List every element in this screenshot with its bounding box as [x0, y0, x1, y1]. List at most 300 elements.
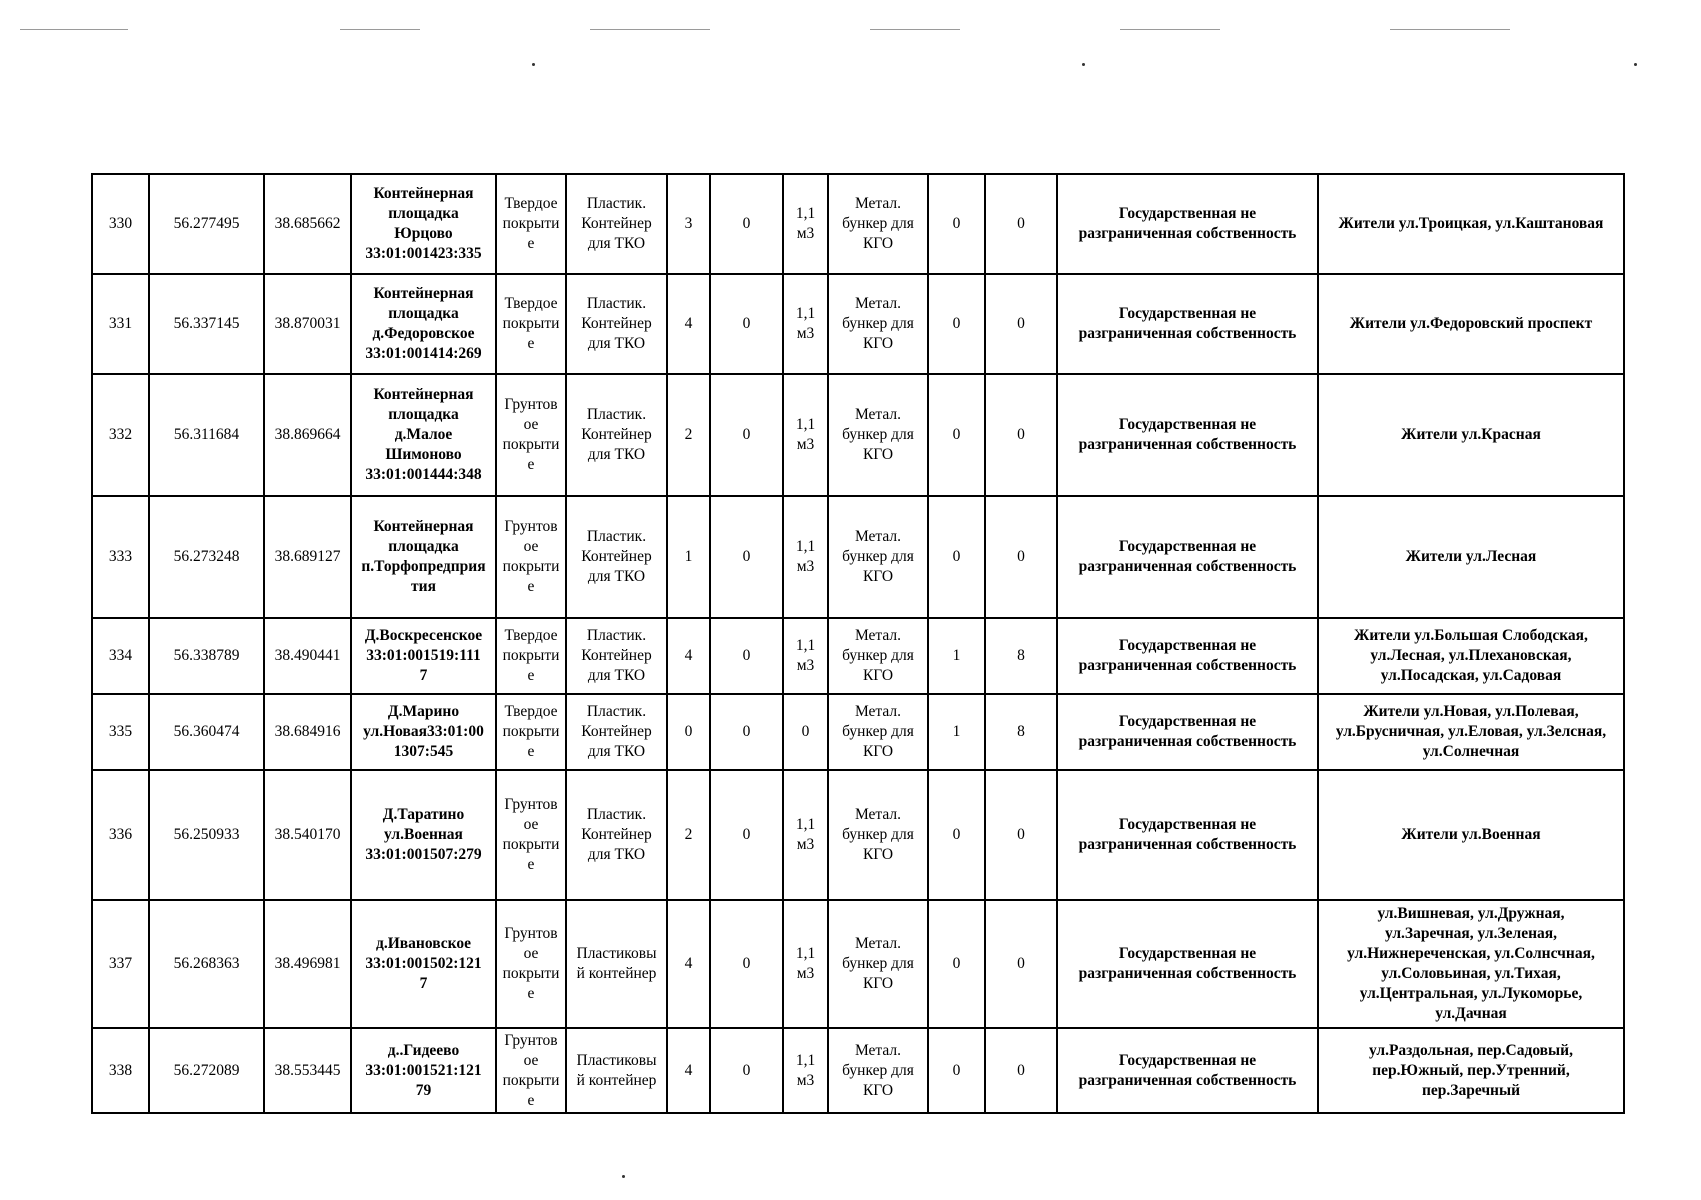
site-name-line: 79 [415, 1081, 432, 1099]
latitude-cell: 56.360474 [149, 694, 264, 770]
container-volume-cell [783, 374, 828, 496]
container-type-line: Пластиковы [576, 1051, 657, 1069]
container-count-cell: 0 [667, 694, 710, 770]
residents-line: пер.Южный, пер.Утренний, [1372, 1061, 1570, 1079]
site-name-line: ул.Военная [384, 826, 463, 843]
longitude-cell: 38.689127 [264, 496, 351, 618]
surface-type-line: Грунтов [504, 1031, 558, 1049]
planned-count-cell: 0 [710, 770, 783, 900]
bunker-type-line: КГО [862, 446, 894, 463]
container-volume-cell [783, 496, 828, 618]
site-name-cell [351, 274, 496, 374]
container-type-line: Контейнер [581, 723, 652, 740]
ownership-line: разграниченная собственность [1078, 733, 1297, 750]
bunker-type-cell [828, 694, 928, 770]
container-volume-cell [783, 900, 828, 1028]
surface-type-line: е [527, 667, 535, 684]
scan-artifact-line [1120, 29, 1220, 30]
container-type-line: для ТКО [587, 667, 646, 684]
scan-artifact-line [590, 29, 710, 30]
site-name-line: 1307:545 [393, 743, 454, 760]
table-row [92, 174, 1624, 274]
bunker-type-line: Метал. [854, 935, 902, 952]
container-count-cell: 4 [667, 900, 710, 1028]
surface-type-line: покрыти [502, 436, 560, 453]
bunker-type-line: бункер для [842, 315, 914, 332]
site-name-cell [351, 900, 496, 1028]
container-type-cell [566, 274, 667, 374]
site-name-line: д..Гидеево [387, 1041, 460, 1059]
row-number-cell: 330 [92, 174, 149, 274]
bunker-type-line: КГО [862, 1081, 894, 1099]
site-name-cell [351, 1028, 496, 1113]
container-volume-cell [783, 694, 828, 770]
planned-count-cell: 0 [710, 174, 783, 274]
surface-type-line: е [527, 1091, 535, 1109]
scan-speck [1634, 63, 1637, 66]
ownership-cell [1057, 496, 1318, 618]
container-type-cell [566, 174, 667, 274]
site-name-line: 33:01:001521:121 [365, 1061, 482, 1079]
residents-line: Жители ул.Красная [1401, 426, 1541, 443]
site-name-line: д.Федоровское [372, 325, 475, 342]
surface-type-line: е [527, 985, 535, 1002]
site-name-line: Контейнерная [373, 185, 474, 202]
residents-line: ул.Раздольная, пер.Садовый, [1369, 1041, 1573, 1059]
bunker-type-line: КГО [862, 235, 894, 252]
surface-type-line: покрыти [502, 965, 560, 982]
bunker-count-cell: 0 [928, 900, 985, 1028]
container-type-line: й контейнер [576, 1071, 657, 1089]
site-name-line: Д.Воскресенское [364, 627, 483, 644]
scan-artifact-line [20, 29, 128, 30]
container-count-cell: 2 [667, 770, 710, 900]
bunker-type-line: КГО [862, 568, 894, 585]
bunker-type-line: бункер для [842, 826, 914, 843]
surface-type-line: покрыти [502, 647, 560, 664]
residents-line: Жители ул.Лесная [1405, 548, 1537, 565]
bunker-count-cell: 0 [928, 374, 985, 496]
surface-type-line: Грунтов [504, 796, 558, 813]
bunker-type-cell [828, 374, 928, 496]
row-number-cell: 334 [92, 618, 149, 694]
container-type-line: Пластик. [586, 703, 647, 720]
site-name-line: 33:01:001502:121 [365, 955, 482, 972]
bunker-type-line: КГО [862, 846, 894, 863]
site-name-line: 7 [419, 975, 428, 992]
residents-cell [1318, 274, 1624, 374]
site-name-cell [351, 374, 496, 496]
surface-type-cell [496, 274, 566, 374]
surface-type-line: ое [523, 945, 539, 962]
container-volume-line: 1,1 [795, 305, 816, 322]
container-volume-line: 1,1 [795, 1051, 816, 1069]
scan-speck [532, 63, 535, 66]
residents-cell [1318, 174, 1624, 274]
container-type-line: Пластик. [586, 627, 647, 644]
surface-type-line: е [527, 456, 535, 473]
container-volume-line: 1,1 [795, 538, 816, 555]
site-name-cell [351, 618, 496, 694]
longitude-cell: 38.553445 [264, 1028, 351, 1113]
ownership-line: разграниченная собственность [1078, 836, 1297, 853]
container-volume-cell [783, 618, 828, 694]
longitude-cell: 38.496981 [264, 900, 351, 1028]
table-row [92, 900, 1624, 1028]
bunker-type-line: КГО [862, 743, 894, 760]
bunker-type-line: Метал. [854, 806, 902, 823]
residents-line: Жители ул.Новая, ул.Полевая, [1363, 703, 1579, 720]
residents-line: ул.Заречная, ул.Зеленая, [1384, 925, 1558, 942]
longitude-cell: 38.490441 [264, 618, 351, 694]
table-row [92, 374, 1624, 496]
latitude-cell: 56.272089 [149, 1028, 264, 1113]
residents-cell [1318, 694, 1624, 770]
scan-speck [622, 1175, 625, 1178]
latitude-cell: 56.338789 [149, 618, 264, 694]
residents-cell [1318, 496, 1624, 618]
container-volume-line: м3 [796, 1071, 815, 1089]
surface-type-cell [496, 1028, 566, 1113]
residents-line: ул.Посадская, ул.Садовая [1380, 667, 1562, 684]
container-type-line: й контейнер [576, 965, 657, 982]
surface-type-line: Твердое [504, 295, 558, 312]
row-number-cell: 337 [92, 900, 149, 1028]
container-count-cell: 4 [667, 618, 710, 694]
bunker-type-line: КГО [862, 975, 894, 992]
residents-line: ул.Соловьиная, ул.Тихая, [1381, 965, 1561, 982]
site-name-line: 33:01:001519:111 [366, 647, 481, 664]
scan-speck [1082, 63, 1085, 66]
site-name-line: Д.Марино [387, 703, 460, 720]
ownership-cell [1057, 174, 1318, 274]
site-name-cell [351, 770, 496, 900]
bunker-volume-cell: 8 [985, 694, 1057, 770]
container-count-cell: 4 [667, 274, 710, 374]
table-row [92, 694, 1624, 770]
bunker-type-cell [828, 900, 928, 1028]
container-count-cell: 2 [667, 374, 710, 496]
bunker-type-line: бункер для [842, 723, 914, 740]
bunker-type-line: Метал. [854, 406, 902, 423]
table-row [92, 274, 1624, 374]
container-volume-line: м3 [796, 436, 815, 453]
surface-type-line: Грунтов [504, 396, 558, 413]
ownership-cell [1057, 618, 1318, 694]
container-volume-cell [783, 1028, 828, 1113]
site-name-line: 33:01:001423:335 [365, 245, 482, 262]
surface-type-line: покрыти [502, 723, 560, 740]
ownership-line: разграниченная собственность [1078, 657, 1297, 674]
bunker-volume-cell: 0 [985, 374, 1057, 496]
residents-cell [1318, 1028, 1624, 1113]
bunker-volume-cell: 0 [985, 900, 1057, 1028]
site-name-line: 7 [419, 667, 428, 684]
site-name-line: площадка [388, 205, 459, 222]
bunker-type-line: Метал. [854, 295, 902, 312]
bunker-type-cell [828, 1028, 928, 1113]
bunker-type-line: Метал. [854, 627, 902, 644]
residents-line: ул.Дачная [1435, 1005, 1507, 1022]
site-name-cell [351, 694, 496, 770]
site-name-line: Контейнерная [373, 285, 474, 302]
container-volume-line: м3 [796, 558, 815, 575]
site-name-line: 33:01:001444:348 [365, 466, 482, 483]
residents-line: Жители ул.Троицкая, ул.Каштановая [1338, 215, 1604, 232]
container-type-cell [566, 770, 667, 900]
bunker-count-cell: 1 [928, 694, 985, 770]
row-number-cell: 335 [92, 694, 149, 770]
site-name-line: 33:01:001414:269 [365, 345, 482, 362]
ownership-line: Государственная не [1118, 637, 1257, 654]
container-type-line: Контейнер [581, 826, 652, 843]
ownership-cell [1057, 900, 1318, 1028]
ownership-line: разграниченная собственность [1078, 436, 1297, 453]
ownership-line: Государственная не [1118, 713, 1257, 730]
scan-artifact-line [870, 29, 960, 30]
planned-count-cell: 0 [710, 900, 783, 1028]
surface-type-line: е [527, 856, 535, 873]
container-type-line: Пластик. [586, 295, 647, 312]
latitude-cell: 56.273248 [149, 496, 264, 618]
site-name-line: площадка [388, 305, 459, 322]
container-type-line: для ТКО [587, 568, 646, 585]
surface-type-line: Твердое [504, 703, 558, 720]
residents-line: Жители ул.Большая Слободская, [1354, 627, 1588, 644]
site-name-line: Д.Таратино [382, 806, 465, 823]
container-volume-line: м3 [796, 657, 815, 674]
waste-site-registry-table [91, 173, 1625, 1114]
scan-artifact-line [340, 29, 420, 30]
ownership-cell [1057, 274, 1318, 374]
ownership-line: разграниченная собственность [1078, 965, 1297, 982]
surface-type-line: покрыти [502, 1071, 560, 1089]
ownership-line: Государственная не [1118, 816, 1257, 833]
bunker-volume-cell: 0 [985, 274, 1057, 374]
residents-cell [1318, 374, 1624, 496]
container-volume-line: 1,1 [795, 816, 816, 833]
bunker-volume-cell: 0 [985, 174, 1057, 274]
container-type-line: для ТКО [587, 235, 646, 252]
planned-count-cell: 0 [710, 274, 783, 374]
bunker-type-line: бункер для [842, 426, 914, 443]
site-name-line: Контейнерная [373, 518, 474, 535]
bunker-type-line: бункер для [842, 647, 914, 664]
residents-cell [1318, 770, 1624, 900]
container-volume-line: 1,1 [795, 945, 816, 962]
ownership-line: Государственная не [1118, 305, 1257, 322]
container-type-line: для ТКО [587, 846, 646, 863]
bunker-type-cell [828, 274, 928, 374]
container-type-line: Пластиковы [576, 945, 657, 962]
container-type-cell [566, 694, 667, 770]
container-volume-line: 1,1 [795, 637, 816, 654]
row-number-cell: 336 [92, 770, 149, 900]
longitude-cell: 38.685662 [264, 174, 351, 274]
surface-type-line: е [527, 335, 535, 352]
container-type-line: Пластик. [586, 195, 647, 212]
surface-type-line: е [527, 578, 535, 595]
site-name-line: Юрцово [394, 225, 453, 242]
container-type-line: Контейнер [581, 647, 652, 664]
bunker-count-cell: 0 [928, 274, 985, 374]
bunker-type-cell [828, 618, 928, 694]
container-count-cell: 1 [667, 496, 710, 618]
bunker-type-line: КГО [862, 667, 894, 684]
container-volume-line: м3 [796, 325, 815, 342]
container-volume-line: 0 [801, 723, 810, 740]
longitude-cell: 38.870031 [264, 274, 351, 374]
container-count-cell: 3 [667, 174, 710, 274]
site-name-line: п.Торфопредприя [361, 558, 486, 575]
residents-line: ул.Лесная, ул.Плехановская, [1370, 647, 1572, 664]
surface-type-line: Твердое [504, 195, 558, 212]
table-row [92, 496, 1624, 618]
container-volume-line: 1,1 [795, 416, 816, 433]
site-name-line: тия [411, 578, 436, 595]
container-type-cell [566, 496, 667, 618]
residents-line: ул.Вишневая, ул.Дружная, [1377, 905, 1565, 922]
planned-count-cell: 0 [710, 618, 783, 694]
container-type-line: Пластик. [586, 406, 647, 423]
site-name-line: Контейнерная [373, 386, 474, 403]
residents-cell [1318, 900, 1624, 1028]
bunker-type-line: бункер для [842, 1061, 914, 1079]
bunker-type-cell [828, 174, 928, 274]
ownership-line: Государственная не [1118, 205, 1257, 222]
site-name-cell [351, 496, 496, 618]
container-volume-cell [783, 770, 828, 900]
bunker-type-line: КГО [862, 335, 894, 352]
ownership-cell [1057, 1028, 1318, 1113]
site-name-line: Шимоново [385, 446, 462, 463]
residents-line: ул.Центральная, ул.Лукоморье, [1359, 985, 1583, 1002]
row-number-cell: 338 [92, 1028, 149, 1113]
row-number-cell: 333 [92, 496, 149, 618]
site-name-line: площадка [388, 406, 459, 423]
container-count-cell: 4 [667, 1028, 710, 1113]
surface-type-cell [496, 174, 566, 274]
table-row [92, 770, 1624, 900]
ownership-line: Государственная не [1118, 538, 1257, 555]
site-name-line: ул.Новая33:01:00 [363, 723, 484, 740]
bunker-type-cell [828, 770, 928, 900]
residents-line: ул.Солнечная [1422, 743, 1520, 760]
bunker-type-line: Метал. [854, 1041, 902, 1059]
surface-type-line: ое [523, 1051, 539, 1069]
container-type-cell [566, 618, 667, 694]
ownership-line: разграниченная собственность [1078, 225, 1297, 242]
ownership-line: Государственная не [1118, 1051, 1257, 1069]
residents-line: пер.Заречный [1421, 1081, 1521, 1099]
container-type-line: Контейнер [581, 215, 652, 232]
table-row [92, 1028, 1624, 1113]
planned-count-cell: 0 [710, 694, 783, 770]
planned-count-cell: 0 [710, 374, 783, 496]
scan-artifact-line [1390, 29, 1510, 30]
container-type-line: Контейнер [581, 315, 652, 332]
site-name-line: д.Малое [394, 426, 453, 443]
surface-type-line: Твердое [504, 627, 558, 644]
latitude-cell: 56.250933 [149, 770, 264, 900]
surface-type-line: Грунтов [504, 518, 558, 535]
surface-type-cell [496, 694, 566, 770]
table-row [92, 618, 1624, 694]
bunker-type-line: бункер для [842, 955, 914, 972]
ownership-cell [1057, 770, 1318, 900]
bunker-type-line: Метал. [854, 195, 902, 212]
bunker-volume-cell: 8 [985, 618, 1057, 694]
ownership-line: разграниченная собственность [1078, 558, 1297, 575]
container-volume-line: м3 [796, 965, 815, 982]
container-volume-line: м3 [796, 836, 815, 853]
container-type-cell [566, 374, 667, 496]
surface-type-cell [496, 618, 566, 694]
bunker-type-line: бункер для [842, 548, 914, 565]
bunker-count-cell: 0 [928, 770, 985, 900]
ownership-cell [1057, 374, 1318, 496]
residents-line: ул.Брусничная, ул.Еловая, ул.Зелсная, [1335, 723, 1607, 740]
container-type-line: Контейнер [581, 548, 652, 565]
longitude-cell: 38.869664 [264, 374, 351, 496]
surface-type-line: покрыти [502, 315, 560, 332]
row-number-cell: 332 [92, 374, 149, 496]
container-type-line: для ТКО [587, 743, 646, 760]
surface-type-line: е [527, 743, 535, 760]
ownership-line: Государственная не [1118, 945, 1257, 962]
surface-type-line: ое [523, 816, 539, 833]
surface-type-line: ое [523, 538, 539, 555]
site-name-line: 33:01:001507:279 [365, 846, 482, 863]
longitude-cell: 38.540170 [264, 770, 351, 900]
surface-type-line: ое [523, 416, 539, 433]
planned-count-cell: 0 [710, 1028, 783, 1113]
bunker-type-line: Метал. [854, 703, 902, 720]
ownership-line: разграниченная собственность [1078, 1071, 1297, 1089]
container-type-line: Пластик. [586, 528, 647, 545]
ownership-line: Государственная не [1118, 416, 1257, 433]
site-name-cell [351, 174, 496, 274]
container-volume-cell [783, 274, 828, 374]
container-volume-line: 1,1 [795, 205, 816, 222]
planned-count-cell: 0 [710, 496, 783, 618]
bunker-count-cell: 1 [928, 618, 985, 694]
bunker-count-cell: 0 [928, 1028, 985, 1113]
residents-line: ул.Нижнереченская, ул.Солнсчная, [1347, 945, 1595, 962]
latitude-cell: 56.268363 [149, 900, 264, 1028]
container-type-line: Пластик. [586, 806, 647, 823]
container-type-line: для ТКО [587, 446, 646, 463]
bunker-count-cell: 0 [928, 174, 985, 274]
bunker-type-line: бункер для [842, 215, 914, 232]
latitude-cell: 56.337145 [149, 274, 264, 374]
surface-type-line: е [527, 235, 535, 252]
surface-type-cell [496, 496, 566, 618]
bunker-volume-cell: 0 [985, 770, 1057, 900]
container-volume-line: м3 [796, 225, 815, 242]
row-number-cell: 331 [92, 274, 149, 374]
bunker-type-line: Метал. [854, 528, 902, 545]
residents-cell [1318, 618, 1624, 694]
surface-type-line: Грунтов [504, 925, 558, 942]
site-name-line: площадка [388, 538, 459, 555]
surface-type-cell [496, 770, 566, 900]
surface-type-cell [496, 900, 566, 1028]
container-type-line: Контейнер [581, 426, 652, 443]
bunker-count-cell: 0 [928, 496, 985, 618]
residents-line: Жители ул.Федоровский проспект [1349, 315, 1593, 332]
surface-type-line: покрыти [502, 836, 560, 853]
